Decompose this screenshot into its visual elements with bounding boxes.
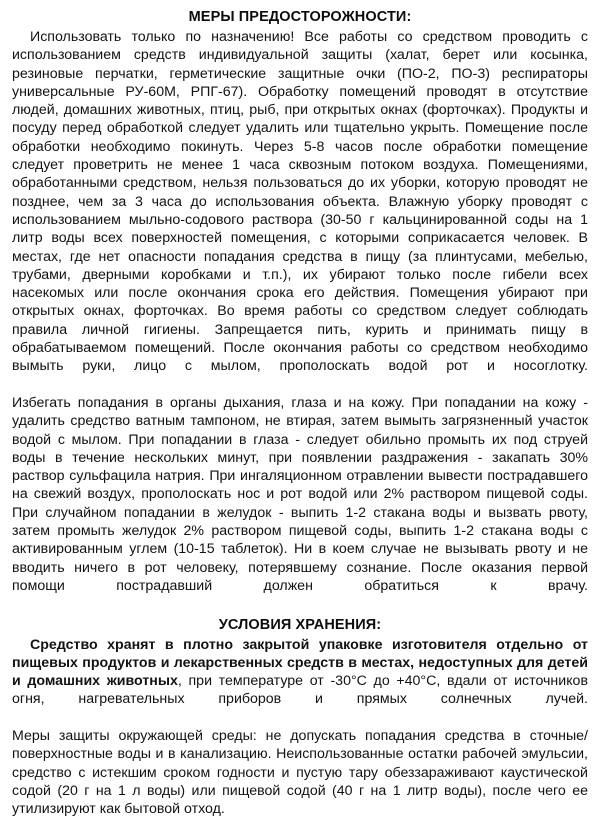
storage-emphasis-text: Средство хранят в плотно закрытой упаковке изготовителя отдельно от пищевых продуктов и лекарственных средств в местах, недоступных для детей и домашних животных [12, 636, 588, 690]
storage-paragraph-conditions [12, 636, 588, 727]
section-heading-storage: УСЛОВИЯ ХРАНЕНИЯ: [218, 616, 382, 633]
storage-paragraph-environment: Меры защиты окружающей среды: не допускать попадания средства в сточные/поверхностные воды и в канализацию. Неиспользованные остатки рабочей эмульсии, средство с истекшим сроком годности и пустую тару обеззараживают каустической содой (20 г на 1 л воды) или пищевой содой (40 г на 1 литр воды), после чего ее утилизируют как бытовой отход. [12, 727, 588, 818]
precautions-paragraph-first-aid: Избегать попадания в органы дыхания, глаза и на кожу. При попадании на кожу - удалить средство ватным тампоном, не втирая, затем вымыть загрязненный участок водой с мылом. При попадании в глаза - следует обильно промыть их под струей воды в течение нескольких минут, при появлении раздражения - закапать 30% раствор сульфацила натрия. При ингаляционном отравлении вывести пострадавшего на свежий воздух, прополоскать нос и рот водой или 2% раствором пищевой соды. При случайном попадании в желудок - выпить 1-2 стакана воды и вызвать рвоту, затем промыть желудок 2% раствором пищевой соды, выпить 1-2 стакана воды с активированным углем (10-15 таблеток). Ни в коем случае не вызывать рвоту и не вводить ничего в рот человеку, потерявшему сознание. После оказания первой помощи пострадавший должен обратиться к врачу. [12, 394, 588, 594]
section-heading-precautions: МЕРЫ ПРЕДОСТОРОЖНОСТИ: [188, 9, 412, 25]
storage-temperature-text: , при температуре от -30°C до +40°C, вдали от источников огня, нагревательных приборов и прямых солнечных лучей. [12, 673, 588, 708]
precautions-paragraph-general: Использовать только по назначению! Все работы со средством проводить с использованием средств индивидуальной защиты (халат, берет или косынка, резиновые перчатки, герметические защитные очки (ПО-2, ПО-3) респираторы универсальные РУ-60М, РПГ-67). Обработку помещений проводят в отсутствие людей, домашних животных, птиц, рыб, при открытых окнах (форточках). Продукты и посуду перед обработкой следует удалить или тщательно укрыть. Помещение после обработки необходимо покинуть. Через 5-8 часов после обработки помещение следует проветрить не менее 1 часа сквозным потоком воздуха. Помещениями, обработанными средством, нельзя пользоваться до их уборки, которую проводят не позднее, чем за 3 часа до использования объекта. Влажную уборку проводят с использованием мыльно-содового раствора (30-50 г кальцинированной соды на 1 литр воды всех поверхностей помещения, с которыми соприкасается человек. В местах, где нет опасности попадания средства в пищу (за плинтусами, мебелью, трубами, дверными коробками и т.п.), их убирают только после гибели всех насекомых или после окончания срока его действия. Помещения убирают при открытых окнах, форточках. Во время работы со средством следует соблюдать правила личной гигиены. Запрещается пить, курить и принимать пищу в обрабатываемом помещений. После окончания работы со средством необходимо вымыть руки, лицо с мылом, прополоскать водой рот и носоглотку. [12, 29, 588, 375]
